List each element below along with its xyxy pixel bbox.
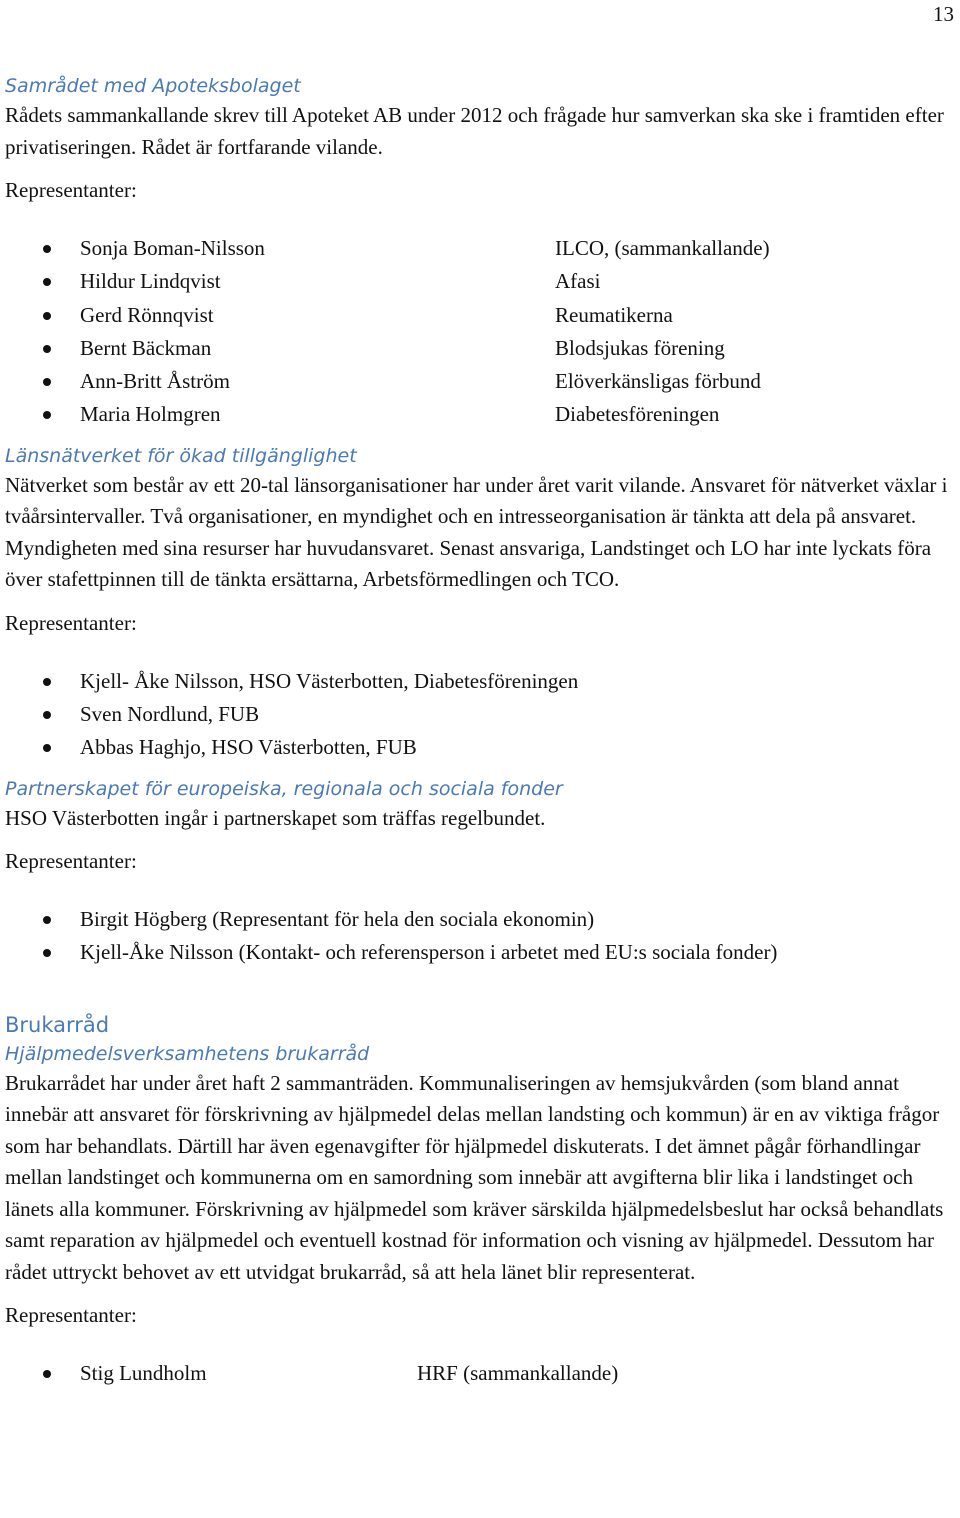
list-item xyxy=(5,398,955,431)
list-item: Kjell- Åke Nilsson, HSO Västerbotten, Diabetesföreningen xyxy=(5,665,955,698)
list-item: Abbas Haghjo, HSO Västerbotten, FUB xyxy=(5,731,955,764)
rep-org: HRF (sammankallande) xyxy=(417,1361,619,1386)
partnerskapet-rep-list xyxy=(5,903,955,970)
rep-name: Ann-Britt Åström xyxy=(80,369,230,394)
list-item xyxy=(5,332,955,365)
section-heading-apotek: Samrådet med Apoteksbolaget xyxy=(5,75,301,97)
rep-name: Sonja Boman-Nilsson xyxy=(80,236,265,260)
rep-name: Hildur Lindqvist xyxy=(80,269,221,294)
document-body xyxy=(5,72,955,1391)
section-heading-brukarrad: Brukarråd xyxy=(5,1012,110,1037)
lansnatverket-paragraph: Nätverket som består av ett 20-tal länsorganisationer har under året varit vilande. Ansvaret för nätverket växlar i tvåårsintervaller. Två organisationer, en myndighet och en intresseorganisation är tänkta att dela på ansvaret. Myndigheten med sina resurser har huvudansvaret. Senast ansvariga, Landstinget och LO har inte lyckats föra över stafettpinnen till de tänkta ersättarna, Arbetsförmedlingen och TCO. xyxy=(5,472,948,592)
section-heading-lansnatverket: Länsnätverket för ökad tillgänglighet xyxy=(5,444,357,467)
apotek-rep-list xyxy=(5,232,955,432)
list-item xyxy=(5,299,955,332)
rep-name: Gerd Rönnqvist xyxy=(80,302,214,327)
brukarrad-rep-list xyxy=(5,1357,955,1390)
apotek-rep-label: Representanter: xyxy=(5,178,137,202)
rep-name: Bernt Bäckman xyxy=(80,335,212,360)
list-item xyxy=(5,265,955,298)
list-item: Kjell-Åke Nilsson (Kontakt- och referensperson i arbetet med EU:s sociala fonder) xyxy=(5,936,955,969)
rep-org: Elöverkänsligas förbund xyxy=(555,369,761,394)
list-item xyxy=(5,232,955,265)
section-heading-partnerskapet: Partnerskapet för europeiska, regionala och sociala fonder xyxy=(5,777,563,800)
subheading-hjalpmedel: Hjälpmedelsverksamhetens brukarråd xyxy=(5,1042,370,1065)
rep-org: Diabetesföreningen xyxy=(555,402,720,427)
rep-org: ILCO, (sammankallande) xyxy=(555,236,770,260)
list-item: Sven Nordlund, FUB xyxy=(5,698,955,731)
rep-name: Maria Holmgren xyxy=(80,402,221,427)
rep-org: Blodsjukas förening xyxy=(555,335,725,360)
partnerskapet-paragraph: HSO Västerbotten ingår i partnerskapet som träffas regelbundet. xyxy=(5,805,546,830)
list-item xyxy=(5,1357,955,1390)
lansnatverket-rep-list xyxy=(5,665,955,765)
list-item xyxy=(5,365,955,398)
lansnatverket-rep-label: Representanter: xyxy=(5,610,137,635)
rep-name: Stig Lundholm xyxy=(80,1361,207,1386)
rep-org: Afasi xyxy=(555,269,601,294)
apotek-paragraph: Rådets sammankallande skrev till Apoteket AB under 2012 och frågade hur samverkan ska ske i framtiden efter privatiseringen. Rådet är fortfarande vilande. xyxy=(5,103,944,159)
brukarrad-paragraph: Brukarrådet har under året haft 2 sammanträden. Kommunaliseringen av hemsjukvården (som bland annat innebär att ansvaret för förskrivning av hjälpmedel delas mellan landsting och kommun) är en av viktiga frågor som har behandlats. Därtill har även egenavgifter för hjälpmedel diskuterats. I det ämnet pågår förhandlingar mellan landstinget och kommunerna om en samordning som innebär att avgifterna blir lika i landstinget och länets alla kommuner. Förskrivning av hjälpmedel som kräver särskilda hjälpmedelsbeslut har också behandlats samt reparation av hjälpmedel och eventuell kostnad för information och visning av hjälpmedel. Dessutom har rådet uttryckt behovet av ett utvidgat brukarråd, så att hela länet blir representerat. xyxy=(5,1070,944,1284)
page-number: 13 xyxy=(933,2,954,26)
list-item: Birgit Högberg (Representant för hela den sociala ekonomin) xyxy=(5,903,955,936)
rep-org: Reumatikerna xyxy=(555,302,673,327)
partnerskapet-rep-label: Representanter: xyxy=(5,849,137,874)
brukarrad-rep-label: Representanter: xyxy=(5,1303,137,1328)
